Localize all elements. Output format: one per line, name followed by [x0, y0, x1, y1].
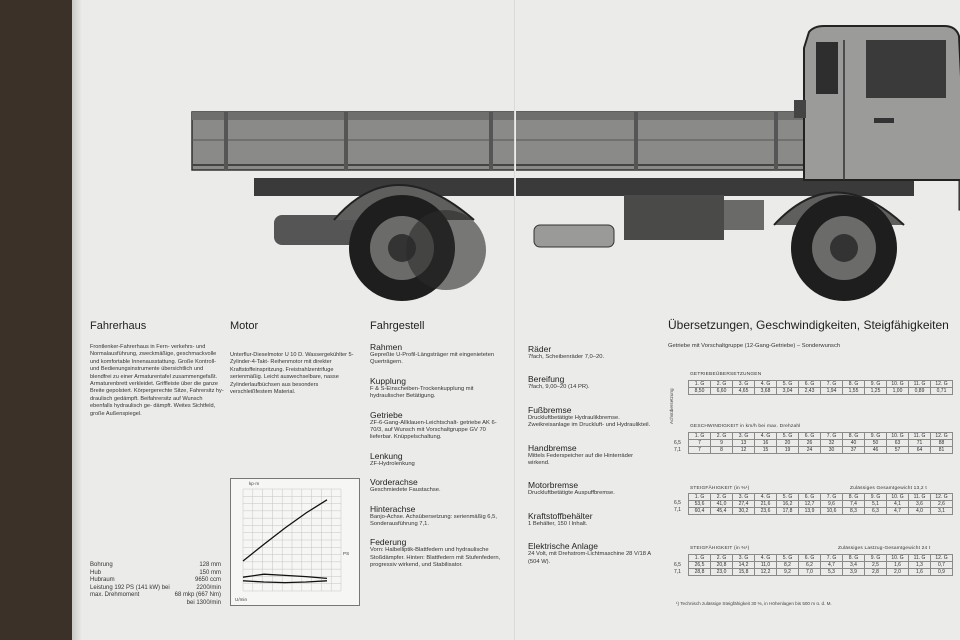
table-cell: 5,1: [865, 501, 887, 508]
table-cell: 20,8: [711, 562, 733, 569]
item-title: Motorbremse: [528, 480, 579, 491]
table-cell: 8,50: [689, 388, 711, 395]
spec-label: Leistung 192 PS (141 kW) bei: [90, 584, 170, 591]
table-cell: 7,4: [843, 501, 865, 508]
item-title: Getriebe: [370, 409, 403, 420]
table-cell: 13: [733, 440, 755, 447]
gear-header-cell: 4. G: [755, 433, 777, 440]
spec-value: bei 1300/min: [186, 599, 221, 606]
ratio-label: 6,5: [674, 440, 681, 446]
gear-header-cell: 11. G: [909, 494, 931, 501]
table-cell: 13,9: [799, 508, 821, 515]
item-vorderachse: [370, 477, 502, 494]
table-cell: 12: [733, 447, 755, 454]
table-cell: 24: [799, 447, 821, 454]
item-title: Federung: [370, 537, 407, 548]
gear-header-cell: 7. G: [821, 555, 843, 562]
text-fahrerhaus: Frontlenker-Fahrerhaus in Fern- verkehrs- und Normalausführung, zweckmäßige, geschmackvolle und komfortable Innenausstattung. Große Kontroll- und Bedienungsinstrumente übersichtlich und blendfrei zu einer Armaturentafel zusammengefaßt. Armaturenbrett verkleidet. Griffleiste über die ganze Breite gepolstert. Körpergerechte Sitze, Fahrersitz hy- draulisch gedämpft. Beifahrersitz auf Wunsch ebenfalls hydraulisch ge- dämpft. Weites Sichtfeld, große Außenspiegel.: [90, 344, 224, 417]
gear-header-cell: 4. G: [755, 555, 777, 562]
table-cell: 23,6: [755, 508, 777, 515]
table-cell: 3,4: [843, 562, 865, 569]
table-cell: 3,9: [843, 569, 865, 576]
table-cell: 14,2: [733, 562, 755, 569]
table-cell: 2,8: [865, 569, 887, 576]
gear-header-cell: 5. G: [777, 555, 799, 562]
table-steigfaehigkeit-lastzug: [688, 554, 953, 576]
gear-header-cell: 2. G: [711, 433, 733, 440]
ratio-label: 6,5: [674, 562, 681, 568]
table-cell: 30,2: [733, 508, 755, 515]
table-cell: 1,94: [821, 388, 843, 395]
item-elektrik: [528, 541, 656, 566]
fahrgestell-list: [370, 342, 502, 570]
gear-header-cell: 1. G: [689, 433, 711, 440]
gear-header-cell: 11. G: [909, 381, 931, 388]
gear-header-cell: 3. G: [733, 555, 755, 562]
item-bereifung: [528, 374, 656, 391]
item-title: Hinterachse: [370, 503, 416, 514]
t1-label: GETRIEBEÜBERSETZUNGEN: [690, 372, 762, 377]
gear-header-cell: 9. G: [865, 381, 887, 388]
gear-header-cell: 3. G: [733, 433, 755, 440]
ratio-label: 6,5: [674, 500, 681, 506]
table-row: [689, 508, 953, 515]
table-cell: 15,8: [733, 569, 755, 576]
t4-right-label: Zulässiges Lastzug-Gesamtgewicht 24 t: [838, 546, 931, 551]
table-cell: 23,0: [711, 569, 733, 576]
table-row: [689, 501, 953, 508]
table-cell: 9: [711, 440, 733, 447]
gear-header-row: [689, 555, 953, 562]
item-title: Lenkung: [370, 450, 403, 461]
item-title: Vorderachse: [370, 477, 418, 488]
gear-header-cell: 10. G: [887, 494, 909, 501]
footnote: ¹) Technisch zulässige Steigfähigkeit 30 %, in Höhenlagen bis 500 m ü. d. M.: [676, 601, 832, 606]
gear-header-cell: 5. G: [777, 433, 799, 440]
heading-fahrgestell: Fahrgestell: [370, 320, 425, 332]
chart-x-axis-label: U/min: [235, 597, 247, 602]
spec-row: [90, 585, 221, 593]
table-cell: 63: [887, 440, 909, 447]
item-title: Bereifung: [528, 374, 565, 385]
table-cell: 2,0: [887, 569, 909, 576]
spec-label: Hubraum: [90, 577, 115, 584]
table-row: [689, 447, 953, 454]
gear-header-cell: 10. G: [887, 433, 909, 440]
truck-illustration: [184, 20, 960, 302]
item-raeder: [528, 344, 656, 361]
table-row: [689, 440, 953, 447]
table-cell: 8,3: [843, 508, 865, 515]
heading-fahrerhaus: Fahrerhaus: [90, 320, 147, 332]
gear-header-cell: 3. G: [733, 494, 755, 501]
text-motor: Unterflur-Dieselmotor U 10 D. Wassergekühlter 5-Zylinder-4-Takt- Reihenmotor mit direkter Kraftstoffeinspritzung. Freistrahlzentrifuge serienmäßig. Leicht auswechselbare, nasse Zylinderlaufbüchsen aus besonders verschleißfestem Material.: [230, 352, 354, 396]
table-cell: 9,2: [777, 569, 799, 576]
table-cell: 7: [689, 440, 711, 447]
gear-header-cell: 5. G: [777, 381, 799, 388]
chassis-specs-right: [528, 344, 656, 566]
spec-value: 128 mm: [199, 562, 221, 568]
chart-torque-label: kp·m: [249, 481, 260, 486]
spec-label: Bohrung: [90, 562, 113, 568]
table-cell: 40: [843, 440, 865, 447]
brochure-page: [72, 0, 960, 640]
engine-specs: [90, 562, 221, 608]
table-geschwindigkeit: [688, 432, 953, 454]
table-cell: 12,2: [755, 569, 777, 576]
gear-header-cell: 2. G: [711, 381, 733, 388]
item-title: Handbremse: [528, 442, 577, 453]
table-cell: 1,55: [843, 388, 865, 395]
table-cell: 10,6: [821, 508, 843, 515]
table-cell: 28,8: [689, 569, 711, 576]
gear-header-row: [689, 433, 953, 440]
gear-header-cell: 5. G: [777, 494, 799, 501]
series-line-0: [243, 500, 327, 561]
gear-header-cell: 8. G: [843, 555, 865, 562]
table-row: [689, 562, 953, 569]
table-cell: 7: [689, 447, 711, 454]
table-cell: 1,3: [909, 562, 931, 569]
table-cell: 6,2: [799, 562, 821, 569]
gear-header-cell: 8. G: [843, 381, 865, 388]
ratio-label: 7,1: [674, 447, 681, 454]
gear-header-cell: 8. G: [843, 494, 865, 501]
table-cell: 16: [755, 440, 777, 447]
table-cell: 46: [865, 447, 887, 454]
table-cell: 45,4: [711, 508, 733, 515]
item-handbremse: [528, 443, 656, 468]
gear-header-cell: 9. G: [865, 494, 887, 501]
table-cell: 0,89: [909, 388, 931, 395]
t2-label: GESCHWINDIGKEIT in km/h bei max. Drehzahl: [690, 424, 801, 429]
table-cell: 2,43: [799, 388, 821, 395]
table-cell: 3,6: [909, 501, 931, 508]
item-kupplung: [370, 376, 502, 401]
series-line-2: [243, 581, 327, 583]
gear-header-cell: 8. G: [843, 433, 865, 440]
table-cell: 57: [887, 447, 909, 454]
table-cell: 30: [821, 447, 843, 454]
spec-row: [90, 570, 221, 578]
table-cell: 3,04: [777, 388, 799, 395]
table-cell: 1,00: [887, 388, 909, 395]
page-edge-shadow: [72, 0, 82, 640]
gear-header-row: [689, 381, 953, 388]
gear-header-cell: 4. G: [755, 494, 777, 501]
table-cell: 16,2: [777, 501, 799, 508]
spec-value: 2200/min: [196, 584, 221, 591]
table-cell: 4,1: [887, 501, 909, 508]
table-cell: 26,5: [689, 562, 711, 569]
gear-header-cell: 10. G: [887, 381, 909, 388]
table-cell: 1,25: [865, 388, 887, 395]
gear-header-cell: 12. G: [931, 494, 953, 501]
item-title: Kupplung: [370, 375, 406, 386]
table-cell: 15: [755, 447, 777, 454]
ratio-label: 7,1: [674, 569, 681, 576]
item-title: Fußbremse: [528, 404, 572, 415]
table-cell: 5,3: [821, 569, 843, 576]
spec-value: 68 mkp (667 Nm): [174, 592, 221, 599]
table-cell: 19: [777, 447, 799, 454]
gear-header-cell: 7. G: [821, 381, 843, 388]
item-title: Rahmen: [370, 342, 403, 352]
table-cell: 21,6: [755, 501, 777, 508]
gear-header-cell: 1. G: [689, 381, 711, 388]
gear-header-cell: 3. G: [733, 381, 755, 388]
table-row: [689, 569, 953, 576]
gear-header-cell: 2. G: [711, 494, 733, 501]
table-cell: 7,0: [799, 569, 821, 576]
item-text: 7fach, 9,00–20 (14 PR).: [528, 384, 590, 391]
table-getriebeuebersetzungen: [688, 380, 953, 395]
item-text: Banjo-Achse. Achsübersetzung: serienmäßig 6,5, Sonderausführung 7,1.: [370, 513, 497, 528]
table-cell: 71: [909, 440, 931, 447]
t4-ratios: [674, 562, 681, 576]
item-rahmen: [370, 342, 502, 367]
item-getriebe: [370, 410, 502, 442]
table-cell: 1,6: [887, 562, 909, 569]
t3-label: STEIGFÄHIGKEIT (in %¹): [690, 486, 750, 491]
item-fussbremse: [528, 405, 656, 430]
gear-header-cell: 9. G: [865, 555, 887, 562]
gear-header-cell: 1. G: [689, 555, 711, 562]
table-cell: 11,0: [755, 562, 777, 569]
gear-header-cell: 2. G: [711, 555, 733, 562]
table-cell: 50: [865, 440, 887, 447]
item-text: 7fach, Scheibenräder 7,0–20.: [528, 354, 605, 360]
item-lenkung: [370, 451, 502, 468]
table-cell: 9,6: [821, 501, 843, 508]
item-motorbremse: [528, 480, 656, 497]
item-federung: [370, 537, 502, 569]
table-cell: 32: [821, 440, 843, 447]
item-text: Gepreßte U-Profil-Längsträger mit eingenieteten Querträgern.: [370, 352, 495, 366]
table-row: [689, 388, 953, 395]
item-text: ZF-6-Gang-Allklauen-Leichtschalt- getriebe AK 6-70/3, auf Wunsch mit Vorschaltgruppe GV 70 lieferbar. Knüppelschaltung.: [370, 419, 497, 441]
gear-header-cell: 7. G: [821, 494, 843, 501]
item-text: Druckluftbetätigte Hydraulikbremse. Zweikreisanlage im Druckluft- und Hydraulikteil.: [528, 414, 651, 429]
gear-header-cell: 11. G: [909, 433, 931, 440]
gear-header-cell: 6. G: [799, 494, 821, 501]
table-cell: 6,60: [711, 388, 733, 395]
label-achsuebersetzung: Achsübersetzung: [669, 388, 674, 424]
table-cell: 0,71: [931, 388, 953, 395]
gear-header-cell: 11. G: [909, 555, 931, 562]
table-cell: 2,6: [931, 501, 953, 508]
table-cell: 81: [931, 447, 953, 454]
spec-label: Hub: [90, 569, 102, 576]
spec-row: [90, 600, 221, 608]
table-cell: 17,8: [777, 508, 799, 515]
table-cell: 8,2: [777, 562, 799, 569]
table-cell: 64: [909, 447, 931, 454]
heading-uebersetzungen: Übersetzungen, Geschwindigkeiten, Steigfähigkeiten: [668, 318, 949, 332]
gear-header-cell: 6. G: [799, 381, 821, 388]
t4-label: STEIGFÄHIGKEIT (in %¹): [690, 546, 750, 551]
table-cell: 3,1: [931, 508, 953, 515]
heading-motor: Motor: [230, 320, 259, 332]
table-cell: 4,7: [821, 562, 843, 569]
engine-performance-chart: [230, 478, 360, 606]
gear-header-row: [689, 494, 953, 501]
table-cell: 0,7: [931, 562, 953, 569]
spec-row: [90, 577, 221, 585]
t3-right-label: Zulässiges Gesamtgewicht 13,2 t: [850, 486, 927, 491]
item-title: Räder: [528, 344, 552, 354]
center-fold: [514, 0, 516, 640]
table-cell: 53,6: [689, 501, 711, 508]
item-text: Geschmiedete Faustachse.: [370, 487, 441, 494]
table-cell: 12,7: [799, 501, 821, 508]
table-cell: 2,5: [865, 562, 887, 569]
gear-header-cell: 12. G: [931, 555, 953, 562]
table-cell: 4,0: [909, 508, 931, 515]
spec-value: 150 mm: [199, 569, 221, 576]
table-cell: 26: [799, 440, 821, 447]
table-steigfaehigkeit-gesamt: [688, 493, 953, 515]
gear-header-cell: 4. G: [755, 381, 777, 388]
gear-header-cell: 1. G: [689, 494, 711, 501]
chart-power-label: PS: [343, 551, 350, 556]
item-hinterachse: [370, 504, 502, 529]
item-text: Vorn: Halbelliptik-Blattfedern und hydraulische Stoßdämpfer. Hinten: Blattfedern mit Stufenfedern, progressiv wirkend, und Stabilisator.: [370, 547, 501, 569]
item-text: Mittels Federspeicher auf die Hinterräder wirkend.: [528, 452, 634, 467]
gear-header-cell: 6. G: [799, 555, 821, 562]
spec-label: max. Drehmoment: [90, 592, 140, 599]
table-cell: 60,4: [689, 508, 711, 515]
gear-header-cell: 10. G: [887, 555, 909, 562]
gear-header-cell: 6. G: [799, 433, 821, 440]
t3-ratios: [674, 500, 681, 514]
item-title: Kraftstoffbehälter: [528, 510, 593, 521]
subtitle-uebersetzungen: Getriebe mit Vorschaltgruppe (12-Gang-Getriebe) – Sonderwunsch: [668, 343, 841, 349]
table-cell: 8: [711, 447, 733, 454]
table-cell: 20: [777, 440, 799, 447]
spec-value: 9650 ccm: [194, 577, 221, 584]
spec-row: [90, 592, 221, 600]
table-cell: 1,6: [909, 569, 931, 576]
t2-ratios: [674, 440, 681, 454]
table-cell: 4,65: [733, 388, 755, 395]
item-text: 1 Behälter, 150 l Inhalt.: [528, 520, 588, 527]
ratio-label: 7,1: [674, 507, 681, 514]
table-cell: 6,3: [865, 508, 887, 515]
table-cell: 0,9: [931, 569, 953, 576]
table-cell: 37: [843, 447, 865, 454]
table-cell: 88: [931, 440, 953, 447]
gear-header-cell: 7. G: [821, 433, 843, 440]
gear-header-cell: 12. G: [931, 433, 953, 440]
table-cell: 3,68: [755, 388, 777, 395]
item-kraftstoff: [528, 511, 656, 528]
item-title: Elektrische Anlage: [528, 541, 598, 552]
chart-plot-area: [231, 479, 359, 605]
spec-row: [90, 562, 221, 570]
table-cell: 4,7: [887, 508, 909, 515]
item-text: F & S-Einscheiben-Trockenkupplung mit hydraulischer Betätigung.: [370, 385, 474, 400]
item-text: ZF-Hydrolenkung: [370, 460, 415, 467]
gear-header-cell: 9. G: [865, 433, 887, 440]
item-text: 24 Volt, mit Drehstrom-Lichtmaschine 28 V/18 A (504 W).: [528, 551, 651, 565]
table-cell: 41,0: [711, 501, 733, 508]
gear-header-cell: 12. G: [931, 381, 953, 388]
item-text: Druckluftbetätigte Auspuffbremse.: [528, 490, 615, 497]
table-cell: 27,4: [733, 501, 755, 508]
